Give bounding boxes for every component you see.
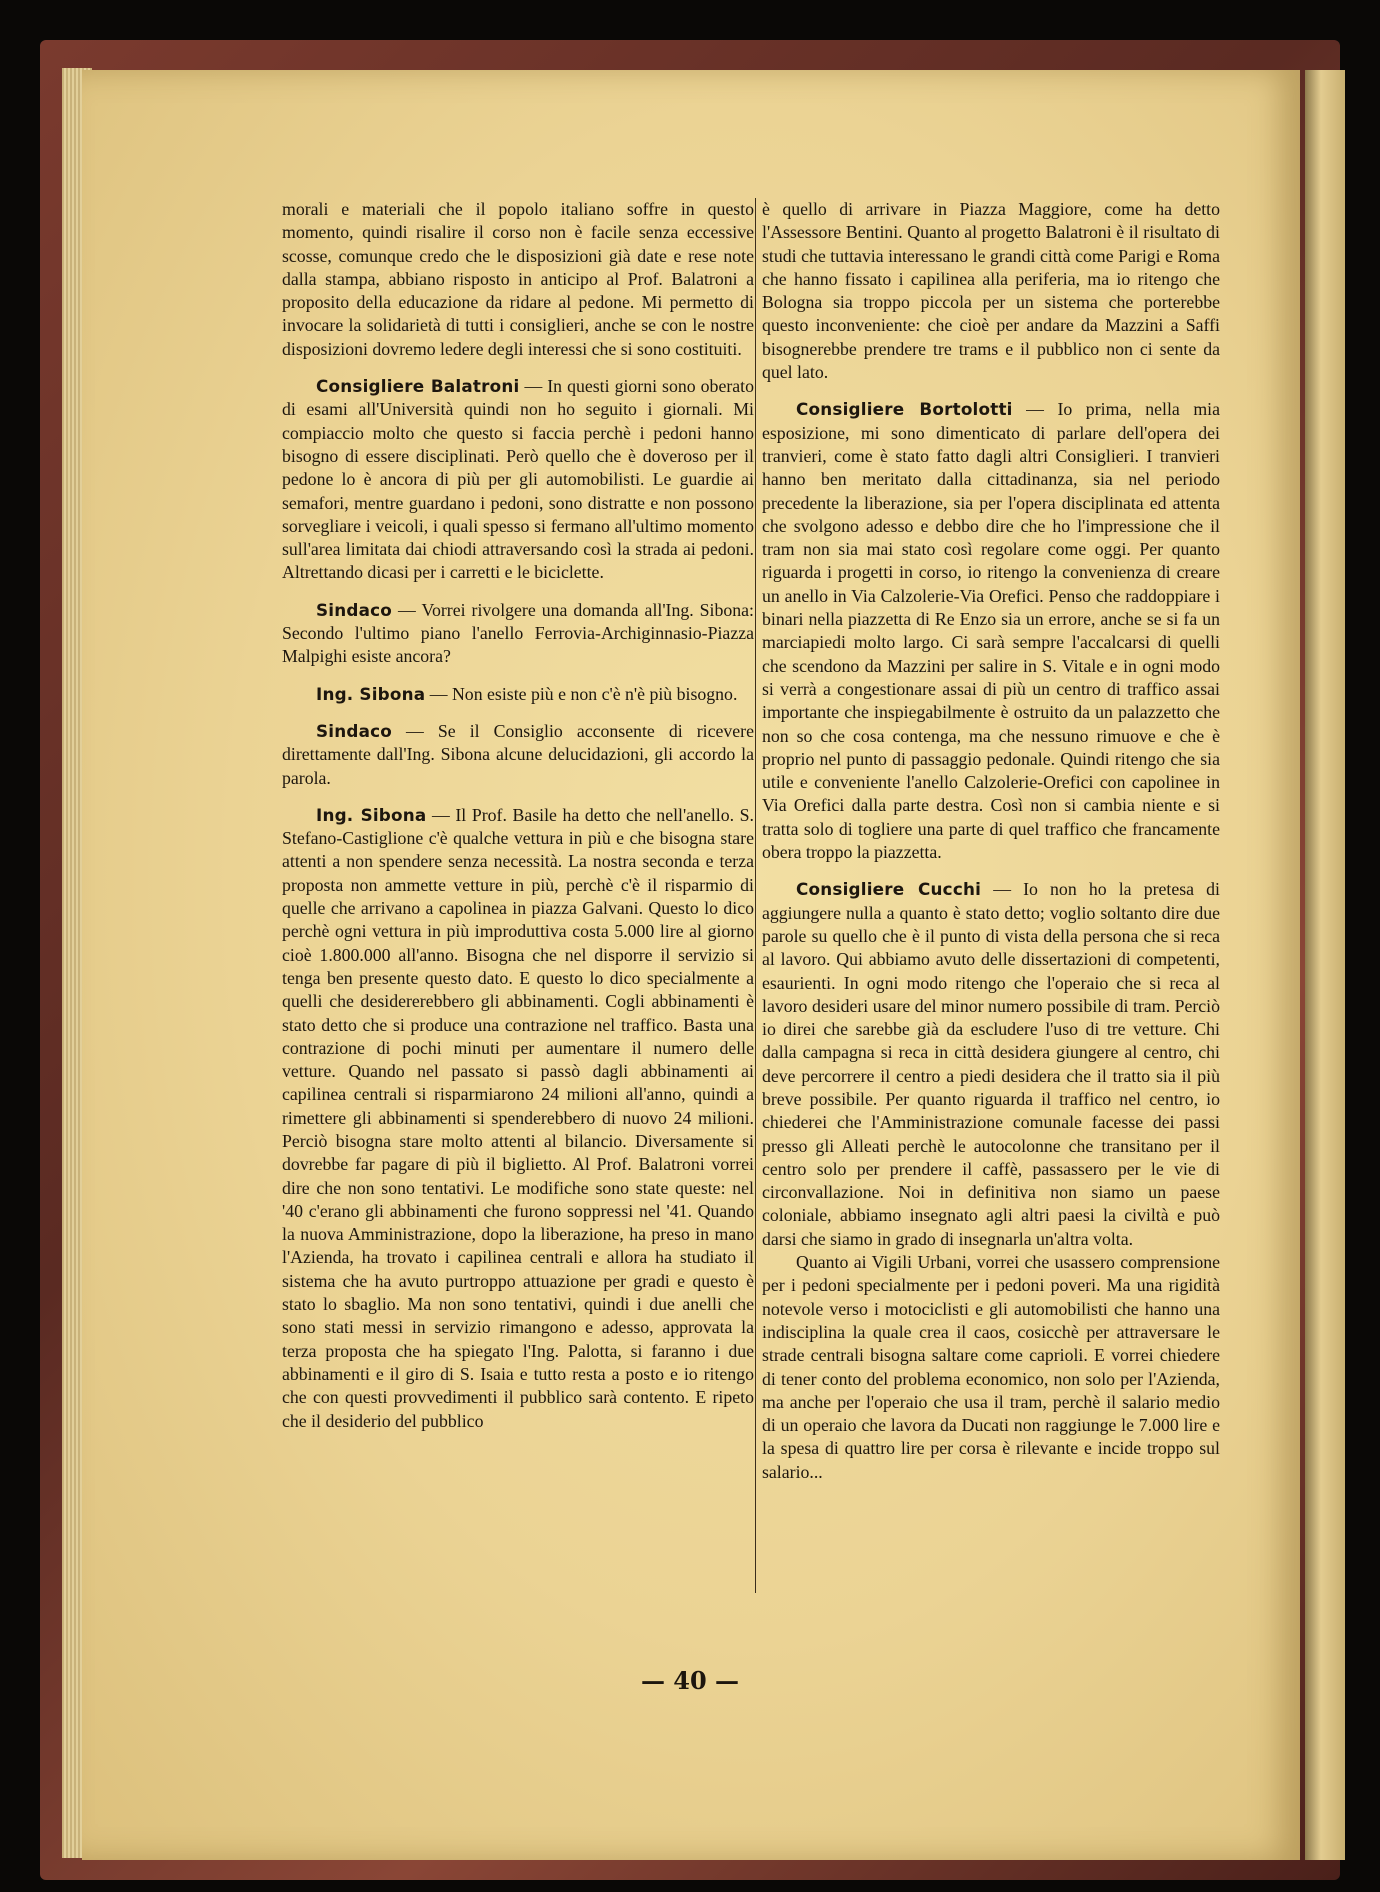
paragraph <box>282 804 754 1433</box>
speaker-name: Ing. Sibona <box>316 683 426 704</box>
speaker-name: Ing. Sibona <box>316 804 427 825</box>
paragraph-text: — Io prima, nella mia esposizione, mi sono dimenticato di parlare dell'opera dei tranvieri, come è stato fatto dagli altri Consiglieri. I tranvieri hanno ben meritato dalla cittadinanza, sia nel periodo precedente la liberazione, sia per l'opera disciplinata ed attenta che svolgono adesso e debbo dire che ho l'impressione che il tram non sia mai stato così regolare come oggi. Per quanto riguarda i progetti in corso, io ritengo la convenienza di creare un anello in Via Calzolerie-Via Orefici. Penso che raddoppiare i binari nella piazzetta di Re Enzo sia un errore, anche se si fa un marciapiedi molto largo. Ci sarà sempre l'accalcarsi di quelli che scendono da Mazzini per salire in S. Vitale e in ogni modo si verrà a congestionare assai di più un centro di traffico assai importante che inspiegabilmente è ostruito da un palazzetto che non so che cosa contenga, ma che nessuno rimuove e che è proprio nel punto di passaggio pedonale. Quindi ritengo che sia utile e conveniente l'anello Calzolerie-Orefici con capolinee in Via Orefici dalla parte destra. Così non si cambia niente e si tratta solo di togliere una parte di quel traffico che francamente obera troppo la piazzetta. <box>762 399 1220 863</box>
paragraph <box>282 375 754 585</box>
speaker-name: Consigliere Bortolotti <box>796 399 1013 420</box>
paragraph <box>762 878 1220 1251</box>
paragraph-text: è quello di arrivare in Piazza Maggiore, come ha detto l'Assessore Bentini. Quanto al progetto Balatroni è il risultato di studi che tuttavia interessano le grandi città come Parigi e Roma che hanno fissato i capilinea alla periferia, ma io ritengo che Bologna sia troppo piccola per un sistema che porterebbe questo inconveniente: che cioè per andare da Mazzini a Saffi bisognerebbe prendere tre trams e il pubblico non ci sente da quel lato. <box>762 199 1220 383</box>
column-divider <box>755 198 756 1593</box>
paragraph <box>762 198 1220 384</box>
left-column <box>282 198 754 1433</box>
paragraph-text: — Io non ho la pretesa di aggiungere nulla a quanto è stato detto; voglio soltanto dire due parole su quello che è il punto di vista della persona che si reca al lavoro. Qui abbiamo avuto delle dissertazioni di competenti, esaurienti. In ogni modo ritengo che l'operaio che si reca al lavoro desideri usare del minor numero possibile di tram. Perciò io direi che sarebbe già da escludere l'uso di tre vetture. Chi dalla campagna si reca in città desidera giungere al centro, chi deve percorrere il centro a piedi desidera che il tratto sia il più breve possibile. Per quanto riguarda il traffico nel centro, io chiederei che l'Amministrazione comunale facesse dei passi presso gli Alleati perchè le autocolonne che transitano per il centro solo per prendere il caffè, passassero per le vie di circonvallazione. Noi in definitiva non siamo un paese coloniale, abbiamo insegnato agli altri paesi la civiltà e può darsi che siamo in grado di insegnarla un'altra volta. <box>762 879 1220 1249</box>
paragraph-text: — In questi giorni sono oberato di esami all'Università quindi non ho seguito i giornali. Mi compiaccio molto che questo si faccia perchè i pedoni hanno bisogno di essere disciplinati. Però quello che è doveroso per il pedone lo è ancora di più per gli automobilisti. Le guardie ai semafori, mentre guardano i pedoni, sono distratte e non possono sorvegliare i veicoli, i quali spesso si fermano all'ultimo momento sull'area limitata dai chiodi attraversando così la strada ai pedoni. Altrettando dicasi per i carretti e le biciclette. <box>282 376 754 583</box>
paragraph-text: morali e materiali che il popolo italiano soffre in questo momento, quindi risalire il corso non è facile senza eccessive scosse, comunque credo che le disposizioni già date e rese note dalla stampa, abbiano risposto in anticipo al Prof. Balatroni a proposito della educazione da ridare al pedone. Mi permetto di invocare la solidarietà di tutti i consiglieri, anche se con le nostre disposizioni dovremo ledere degli interessi che si sono costituiti. <box>282 199 754 359</box>
paragraph-text: Quanto ai Vigili Urbani, vorrei che usassero comprensione per i pedoni specialmente per i pedoni poveri. Ma una rigidità notevole verso i motociclisti e gli automobilisti che hanno una indisciplina la quale crea il caos, cosicchè per attraversare le strade centrali bisogna saltare come caprioli. E vorrei chiedere di tener conto del problema economico, non solo per l'Azienda, ma anche per l'operaio che usa il tram, perchè il salario medio di un operaio che lavora da Ducati non raggiunge le 7.000 lire e la spesa di quattro lire per corsa è rilevante e incide troppo sul salario... <box>762 1252 1220 1482</box>
page-number: — 40 — <box>640 1666 740 1695</box>
paragraph <box>762 398 1220 864</box>
paragraph-text: — Il Prof. Basile ha detto che nell'anello. S. Stefano-Castiglione c'è qualche vettura in più e che bisogna stare attenti a non spendere senza necessità. La nostra seconda e terza proposta non ammette vetture in più, perchè c'è il risparmio di quelle che arrivano a capolinea in piazza Galvani. Questo lo dico perchè ogni vettura in più improduttiva costa 5.000 lire al giorno cioè 1.800.000 all'anno. Bisogna che nel disporre il servizio si tenga ben presente questo dato. E questo lo dico specialmente a quelli che desidererebbero gli abbinamenti. Cogli abbinamenti è stato detto che si produce una contrazione nel traffico. Basta una contrazione di pochi minuti per aumentare il numero delle vetture. Quando nel passato si passò dagli abbinamenti ai capilinea centrali si risparmiarono 24 milioni all'anno, quindi a rimettere gli abbinamenti si spenderebbero di nuovo 24 milioni. Perciò bisogna stare molto attenti al bilancio. Diversamente si dovrebbe far pagare di più il biglietto. Al Prof. Balatroni vorrei dire che non sono tentativi. Le modifiche sono state queste: nel '40 c'erano gli abbinamenti che furono soppressi nel '41. Quando la nuova Amministrazione, dopo la liberazione, ha preso in mano l'Azienda, ha trovato i capilinea centrali e allora ha studiato il sistema che ha avuto purtroppo attuazione per gradi e questo è stato lo sbaglio. Ma non sono tentativi, quindi i due anelli che sono stati messi in servizio rimangono e adesso, approvata la terza proposta che ha spiegato l'Ing. Palotta, si faranno i due abbinamenti e il giro di S. Isaia e tutto resta a posto e io ritengo che con questi provvedimenti il pubblico sarà contento. E ripeto che il desiderio del pubblico <box>282 804 754 1431</box>
right-column <box>762 198 1220 1484</box>
paragraph-text: — Se il Consiglio acconsente di ricevere direttamente dall'Ing. Sibona alcune delucidazioni, gli accordo la parola. <box>282 720 754 788</box>
paragraph <box>282 198 754 361</box>
paragraph <box>282 720 754 790</box>
speaker-name: Consigliere Cucchi <box>796 879 982 900</box>
paragraph <box>762 1251 1220 1484</box>
paragraph <box>282 599 754 669</box>
next-page-edge <box>1305 70 1345 1860</box>
paragraph-text: — Non esiste più e non c'è n'è più bisogno. <box>429 683 738 704</box>
paragraph-text: — Vorrei rivolgere una domanda all'Ing. Sibona: Secondo l'ultimo piano l'anello Ferrovia-Archiginnasio-Piazza Malpighi esiste ancora? <box>282 599 755 667</box>
paragraph <box>282 683 754 706</box>
speaker-name: Consigliere Balatroni <box>316 376 520 397</box>
speaker-name: Sindaco <box>316 599 392 620</box>
speaker-name: Sindaco <box>316 720 392 741</box>
